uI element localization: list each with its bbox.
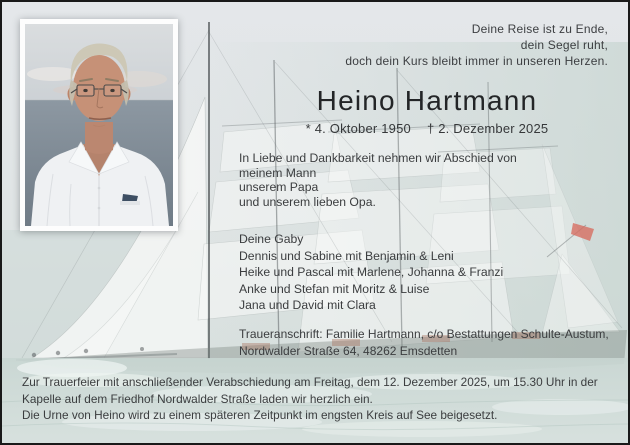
mourner-line: Deine Gaby (239, 232, 304, 246)
birth-date: * 4. Oktober 1950 (305, 121, 411, 136)
poem-line: Deine Reise ist zu Ende, (471, 22, 608, 36)
mourner-line: Heike und Pascal mit Marlene, Johanna & Franzi (239, 265, 504, 280)
farewell-line: In Liebe und Dankbarkeit nehmen wir Abschied von (239, 151, 517, 165)
condolence-address (239, 326, 609, 359)
address-line: Traueranschrift: Familie Hartmann, c/o Bestattungen Schulte-Austum, (239, 327, 609, 341)
deceased-header (240, 85, 614, 136)
address-line: Nordwalder Straße 64, 48262 Emsdetten (239, 343, 458, 358)
funeral-invitation (22, 374, 598, 408)
poem-line: dein Segel ruht, (520, 38, 608, 52)
deceased-name: Heino Hartmann (316, 85, 538, 116)
funeral-line: Kapelle auf dem Friedhof Nordwalder Straße laden wir herzlich ein. (22, 392, 373, 406)
mourner-line: Anke und Stefan mit Moritz & Luise (239, 281, 430, 296)
farewell-text (239, 151, 517, 210)
sea-burial-note: Die Urne von Heino wird zu einem späteren Zeitpunkt im engsten Kreis auf See beigesetzt. (22, 408, 498, 422)
poem-line: doch dein Kurs bleibt immer in unseren Herzen. (345, 54, 608, 68)
portrait-photo (25, 24, 173, 226)
death-date: † 2. Dezember 2025 (426, 121, 549, 136)
mourner-line: Jana und David mit Clara (239, 298, 376, 313)
mourner-line: Dennis und Sabine mit Benjamin & Leni (239, 248, 454, 263)
portrait-photo-frame (20, 19, 178, 231)
farewell-line: unserem Papa (239, 180, 319, 195)
life-dates (240, 121, 614, 136)
funeral-line: Zur Trauerfeier mit anschließender Verabschiedung am Freitag, dem 12. Dezember 2025, um 15.30 Uhr in der (22, 375, 598, 389)
farewell-line: meinem Mann (239, 165, 317, 180)
memorial-poem (345, 21, 608, 69)
farewell-line: und unserem lieben Opa. (239, 195, 376, 210)
mourners-list (239, 231, 503, 314)
